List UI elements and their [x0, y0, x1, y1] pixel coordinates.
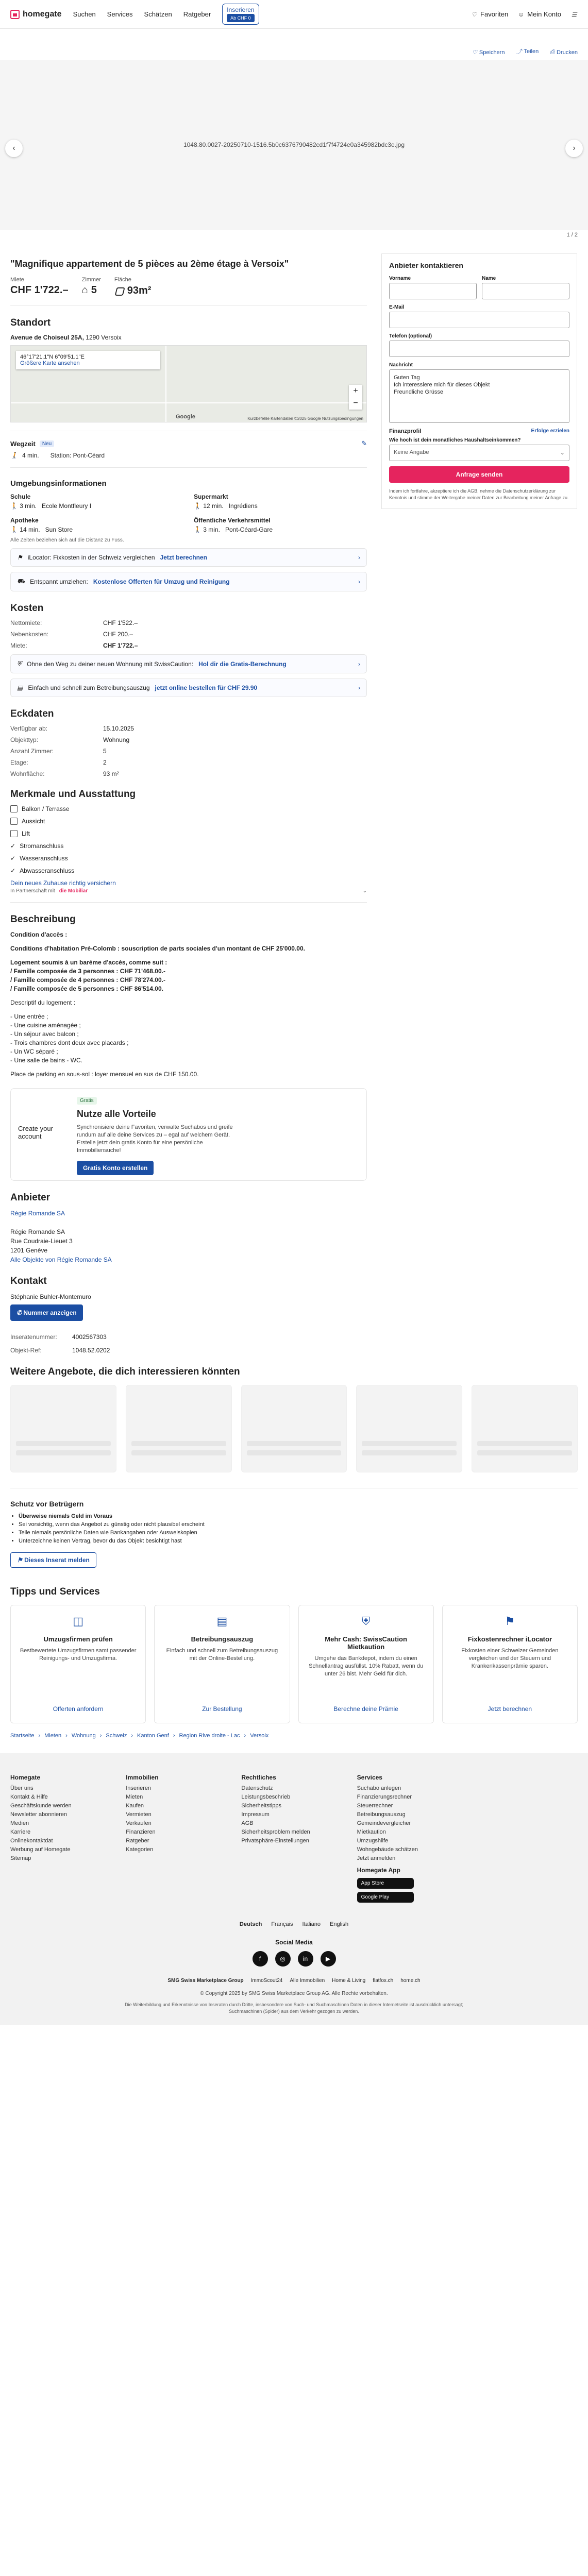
- advertiser-heading: Anbieter: [10, 1192, 51, 1203]
- nav-services[interactable]: Services: [107, 10, 133, 18]
- nav-guide[interactable]: Ratgeber: [183, 10, 211, 18]
- heart-icon: ♡: [472, 49, 477, 56]
- listing-title: "Magnifique appartement de 5 pièces au 2ème étage à Versoix": [10, 259, 289, 269]
- house-icon: [10, 10, 20, 19]
- phone-icon: ✆: [16, 1309, 24, 1316]
- offer-card-placeholder[interactable]: [356, 1385, 462, 1472]
- check-icon: ✓: [10, 855, 16, 862]
- moving-banner[interactable]: ⛟ Entspannt umziehen: Kostenlose Offerten für Umzug und Reinigung ›: [10, 572, 367, 591]
- message-textarea[interactable]: Guten Tag Ich interessiere mich für dieses Objekt Freundliche Grüsse: [389, 369, 569, 423]
- free-badge: Gratis: [77, 1097, 97, 1105]
- surroundings-note: Alle Zeiten beziehen sich auf die Distanz zu Fuss.: [10, 537, 124, 543]
- tip-link[interactable]: Jetzt berechnen: [488, 1705, 532, 1713]
- walk-icon: 🚶: [194, 502, 204, 510]
- email-input[interactable]: [389, 312, 569, 328]
- map-info-card: 46°17'21.1"N 6°09'51.1"E Größere Karte ansehen: [16, 351, 160, 369]
- advertiser-info: Régie Romande SA Régie Romande SA Rue Coudraie-Lieuet 3 1201 Genève Alle Objekte von Régie Romande SA: [10, 1210, 112, 1263]
- footer-col-legal: Rechtliches Datenschutz Leistungsbeschrieb Sicherheitstipps Impressum AGB Sicherheitsproblem melden Privatsphäre-Einstellungen: [241, 1774, 310, 1844]
- tip-card: ⚑ Fixkostenrechner iLocator Fixkosten einer Schweizer Gemeinden vergleichen und der Steuern und Krankenkassenprämie sparen. Jetzt berechnen: [442, 1605, 578, 1723]
- chevron-right-icon: ›: [358, 554, 360, 561]
- document-icon: ▤: [17, 684, 23, 691]
- more-offers-heading: Weitere Angebote, die dich interessieren könnten: [10, 1366, 240, 1377]
- shield-icon: ⛨: [361, 1615, 371, 1628]
- map-zoom-controls[interactable]: [349, 385, 362, 410]
- flag-icon: ⚑: [17, 1556, 25, 1564]
- listing-actions: [0, 29, 588, 60]
- fine-print: Die Weiterbildung und Erkenntnisse von Inseraten durch Dritte, insbesondere von Such- und Suchmaschinen Daten in dieser Internetseite ist ausdrücklich untersagt; Suchmaschinen (Spider) aus dem Verkehr gezogen zu werden.: [125, 2002, 463, 2014]
- commute: Wegzeit Neu ✎: [10, 439, 367, 448]
- poi-supermarket: Supermarkt 🚶 12 min. Ingrédiens: [194, 493, 258, 510]
- menu-button[interactable]: [570, 11, 578, 18]
- costs-table: Nettomiete: CHF 1'522.– Nebenkosten: CHF 200.– Miete: CHF 1'722.–: [10, 619, 138, 649]
- sidebar: [381, 250, 577, 1355]
- mobiliar-banner[interactable]: Dein neues Zuhause richtig versichern In Partnerschaft mit die Mobiliar ⌄: [10, 879, 367, 894]
- walk-icon: 🚶: [10, 526, 20, 533]
- tip-card: ⛨ Mehr Cash: SwissCaution Mietkaution Umgehe das Bankdepot, indem du einen Schnellantrag ausfüllst. 10% Rabatt, wenn du unter 26 bist. Mehr Geld für dich. Berechne deine Prämie: [298, 1605, 434, 1723]
- prev-image-button[interactable]: ‹: [5, 140, 23, 157]
- chevron-down-icon[interactable]: ⌄: [362, 888, 367, 894]
- view-icon: [10, 818, 18, 825]
- offer-card-placeholder[interactable]: [472, 1385, 578, 1472]
- location-map[interactable]: [10, 345, 367, 422]
- main-content: "Magnifique appartement de 5 pièces au 2ème étage à Versoix" Miete CHF 1'722.– Zimmer ⌂ 5 Fläche ▢ 93m² Standort Avenue de Choiseul 25A, 1290 Versoix 46°17'21.1"N 6°09'51.1"E Größere Karte ansehen + − Google Kurzbefehle Kartendaten ©2025 Google Nutzungsbedingungen Wegzeit Neu ✎ 🚶 4 min. Station: Pont-Céard Umgebungsinformationen Schule 🚶 3 min. Ecole Montfleury I Supermarkt 🚶 12 min. Ingrédiens Apotheke 🚶 14 min. Sun Store Öffentliche Verkehrsmittel 🚶 3 min. Pont-Céard-Gare Alle Zeiten beziehen sich auf die Distanz zu Fuss. ⚑ iLocator: Fixkosten in der Schweiz vergleichen Jetzt berechnen › ⛟ Entspannt umziehen: Kostenlose Offerten für Umzug und Reinigung › Kosten Nettomiete: CHF 1'522.– Nebenkosten: CHF 200.– Miete: CHF 1'722.– ⛨ Ohne den Weg zu deiner neuen Wohnung mit SwissCaution: Hol dir die Gratis-Berechnung › ▤ Einfach und schnell zum Betreibungsauszug jetzt online bestellen für CHF 29.90 › Eckdaten Verfügbar ab: 15.10.2025 Objekttyp: Wohnung Anzahl Zimmer: 5 Etage: 2 Wohnfläche: 93 m² Merkmale und Ausstattung Balkon / Terrasse Aussicht Lift ✓ Stromanschluss ✓ Wasseranschluss ✓ Abwasseranschluss Dein neues Zuhause richtig versichern In Partnerschaft mit die Mobiliar ⌄ Beschreibung Condition d'accès : Conditions d'habitation Pré-Colomb : souscription de parts sociales d'un montant de CHF 25'000.00. Logement soumis à un barème d'accès, comme suit : / Famille composée de 3 personnes : CHF 71'468.00.- / Famille composée de 4 personnes : CHF 78'274.00.- / Famille composée de 5 personnes : CHF 86'514.00. Descriptif du logement : - Une entrée ; - Une cuisine aménagée ; - Un séjour avec balcon ; - Trois chambres dont deux avec placards ; - Un WC séparé ; - Une salle de bains - WC. Place de parking en sous-sol : loyer mensuel en sus de CHF 150.00. Create your account Gratis Nutze alle Vorteile Synchronisiere deine Favoriten, verwalte Suchabos und greife rundum auf alle deine Services zu – egal auf welchem Gerät. Erstelle jetzt dein gratis Konto für eine persönliche Immobiliensuche! Gratis Konto erstellen Anbieter Régie Romande SA Régie Romande SA Rue Coudraie-Lieuet 3 1201 Genève Alle Objekte von Régie Romande SA Kontakt Stéphanie Buhler-Montemuro ✆ Nummer anzeigen Inseratenummer: 4002567303 Objekt-Ref: 1048.52.0202: [10, 259, 367, 1354]
- description-heading: Beschreibung: [10, 914, 76, 925]
- zoom-out-icon[interactable]: −: [353, 399, 358, 408]
- user-icon: ☺: [518, 10, 525, 18]
- phone-input[interactable]: [389, 341, 569, 357]
- zoom-in-icon[interactable]: +: [353, 386, 358, 395]
- group-links: SMG Swiss Marketplace Group ImmoScout24 Alle Immobilien Home & Living flatfox.ch home.ch: [167, 1978, 421, 1984]
- breadcrumb-item[interactable]: Mieten: [44, 1733, 62, 1739]
- poi-pharmacy: Apotheke 🚶 14 min. Sun Store: [10, 517, 73, 533]
- breadcrumb: Startseite › Mieten › Wohnung › Schweiz › Kanton Genf › Region Rive droite - Lac › Versoix: [10, 1733, 269, 1739]
- poi-school: Schule 🚶 3 min. Ecole Montfleury I: [10, 493, 92, 510]
- copyright: © Copyright 2025 by SMG Swiss Marketplace Group AG. Alle Rechte vorbehalten.: [200, 1991, 388, 1996]
- fact-rent: Miete CHF 1'722.–: [10, 277, 69, 296]
- social-icons: [10, 1951, 578, 1967]
- tips-heading: Tipps und Services: [10, 1586, 100, 1597]
- map-brand: Google: [176, 414, 195, 420]
- breadcrumb-item[interactable]: Region Rive droite - Lac: [179, 1733, 240, 1739]
- nav-search[interactable]: Suchen: [73, 10, 96, 18]
- shield-icon: ⛨: [17, 660, 22, 667]
- all-objects-link[interactable]: Alle Objekte von Régie Romande SA: [10, 1256, 112, 1263]
- save-button[interactable]: ♡ Speichern: [472, 49, 505, 56]
- tip-card: ▤ Betreibungsauszug Einfach und schnell zum Betreibungsauszug mit der Online-Bestellung. Zur Bestellung: [154, 1605, 290, 1723]
- instagram-icon[interactable]: ◎: [275, 1951, 291, 1967]
- contact-info: Stéphanie Buhler-Montemuro ✆ Nummer anzeigen Inseratenummer: 4002567303 Objekt-Ref: 1048.52.0202: [10, 1293, 110, 1354]
- feature-item: Aussicht: [10, 818, 367, 825]
- print-button[interactable]: ⎙ Drucken: [550, 49, 578, 56]
- footer-col-services: Services Suchabo anlegen Finanzierungsrechner Steuerrechner Betreibungsauszug Gemeindevergleicher Mietkaution Umzugshilfe Wohngebäude schätzen Jetzt anmelden Homegate App App Store Google Play: [357, 1774, 462, 1903]
- elevator-icon: [10, 830, 18, 837]
- next-image-button[interactable]: ›: [565, 140, 583, 157]
- share-button[interactable]: ⤴ Teilen: [516, 48, 539, 55]
- box-icon: ◫: [73, 1615, 84, 1628]
- tip-link[interactable]: Berechne deine Prämie: [333, 1705, 398, 1713]
- poi-transport: Öffentliche Verkehrsmittel 🚶 3 min. Pont-Céard-Gare: [194, 517, 273, 533]
- location-heading: Standort: [10, 317, 51, 328]
- facebook-icon[interactable]: f: [253, 1951, 268, 1967]
- balcony-icon: [10, 805, 18, 812]
- image-counter: 1 / 2: [566, 232, 578, 238]
- footer: [0, 1753, 588, 2025]
- details-table: Verfügbar ab: 15.10.2025 Objekttyp: Wohnung Anzahl Zimmer: 5 Etage: 2 Wohnfläche: 93 m²: [10, 725, 135, 777]
- features-list: [10, 805, 367, 874]
- contact-form: Anbieter kontaktieren Vorname Name E-Mail Telefon (optional) Nachricht Guten Tag Ich interessiere mich für dieses Objekt Freundliche Grüsse Finanzprofil Erfolge erzielen Wie hoch ist dein monatliches Haushaltseinkommen? Keine Angabe ⌄ Anfrage senden Indem ich fortfahre, akzeptiere ich die AGB, nehme die Datenschutzerklärung zur Kenntnis und stimme der Weitergabe meiner Daten zur Bearbeitung meiner Anfrage zu.: [381, 253, 577, 509]
- flag-icon: ⚑: [17, 554, 23, 561]
- swisscaution-banner[interactable]: ⛨ Ohne den Weg zu deiner neuen Wohnung mit SwissCaution: Hol dir die Gratis-Berechnung ›: [10, 654, 367, 673]
- chevron-down-icon: ⌄: [560, 450, 565, 456]
- account-link[interactable]: ☺ Mein Konto: [518, 10, 561, 18]
- footer-col-immobilien: Immobilien Inserieren Mieten Kaufen Vermieten Verkaufen Finanzieren Ratgeber Kategorien: [126, 1774, 159, 1853]
- breadcrumb-item[interactable]: Schweiz: [106, 1733, 127, 1739]
- heart-icon: ♡: [471, 10, 477, 18]
- features-heading: Merkmale und Ausstattung: [10, 789, 136, 800]
- details-heading: Eckdaten: [10, 708, 54, 719]
- map-footer: Kurzbefehle Kartendaten ©2025 Google Nutzungsbedingungen: [247, 416, 363, 421]
- offer-card-placeholder[interactable]: [241, 1385, 347, 1472]
- breadcrumb-item[interactable]: Versoix: [250, 1733, 269, 1739]
- check-icon: ✓: [10, 842, 16, 850]
- appstore-badge[interactable]: App Store: [357, 1878, 414, 1889]
- image-filename: 1048.80.0027-20250710-1516.5b0c6376790482cd1f7f4724e0a345982bdc3e.jpg: [183, 141, 405, 148]
- area-icon: ▢: [114, 285, 124, 297]
- surroundings-heading: Umgebungsinformationen: [10, 479, 107, 488]
- tips-cards: [10, 1605, 578, 1723]
- address: Avenue de Choiseul 25A, 1290 Versoix: [10, 334, 122, 341]
- walk-icon: 🚶: [10, 452, 18, 459]
- fraud-list: • Überweise niemals Geld im Voraus • Sei vorsichtig, wenn das Angebot zu günstig oder nicht plausibel erscheint • Teile niemals persönliche Daten wie Bankangaben oder Ausweiskopien • Unterzeichne keinen Vertrag, bevor du das Objekt besichtigt hast: [10, 1513, 578, 1544]
- flag-icon: ⚑: [505, 1615, 515, 1628]
- firstname-input[interactable]: [389, 283, 477, 299]
- tip-link[interactable]: Offerten anfordern: [53, 1705, 104, 1713]
- walk-icon: 🚶: [194, 526, 204, 533]
- fin-link[interactable]: Erfolge erzielen: [531, 428, 569, 434]
- feature-item: ✓ Wasseranschluss: [10, 855, 68, 862]
- breadcrumb-item[interactable]: Kanton Genf: [137, 1733, 169, 1739]
- edit-icon[interactable]: ✎: [361, 439, 367, 447]
- document-icon: ▤: [216, 1615, 228, 1628]
- favorites-link[interactable]: ♡ Favoriten: [471, 10, 509, 18]
- feature-item: ✓ Stromanschluss: [10, 842, 64, 850]
- betreibung-banner[interactable]: ▤ Einfach und schnell zum Betreibungsauszug jetzt online bestellen für CHF 29.90 ›: [10, 679, 367, 697]
- feature-item: Balkon / Terrasse: [10, 805, 367, 812]
- offer-card-placeholder[interactable]: [10, 1385, 116, 1472]
- description-text: Condition d'accès : Conditions d'habitation Pré-Colomb : souscription de parts sociales d'un montant de CHF 25'000.00. Logement soumis à un barème d'accès, comme suit : / Famille composée de 3 personnes : CHF 71'468.00.- / Famille composée de 4 personnes : CHF 78'274.00.- / Famille composée de 5 personnes : CHF 86'514.00. Descriptif du logement : - Une entrée ; - Une cuisine aménagée ; - Un séjour avec balcon ; - Trois chambres dont deux avec placards ; - Un WC séparé ; - Une salle de bains - WC. Place de parking en sous-sol : loyer mensuel en sus de CHF 150.00.: [10, 931, 305, 1078]
- lastname-input[interactable]: [482, 283, 569, 299]
- offer-card-placeholder[interactable]: [126, 1385, 232, 1472]
- advertiser-name-link[interactable]: Régie Romande SA: [10, 1210, 65, 1217]
- more-offers: [10, 1385, 578, 1472]
- youtube-icon[interactable]: ▶: [321, 1951, 336, 1967]
- chevron-right-icon: ›: [358, 684, 360, 691]
- form-disclaimer: Indem ich fortfahre, akzeptiere ich die AGB, nehme die Datenschutzerklärung zur Kenntnis und stimme der Weitergabe meiner Daten zur Bearbeitung meiner Anfrage zu.: [389, 488, 569, 500]
- footer-col-homegate: Homegate Über uns Kontakt & Hilfe Geschäftskunde werden Newsletter abonnieren Medien Karriere Onlinekontaktdat Werbung auf Homegate Sitemap: [10, 1774, 72, 1861]
- show-number-button[interactable]: ✆ Nummer anzeigen: [10, 1304, 83, 1321]
- truck-icon: ⛟: [17, 578, 25, 585]
- post-ad-button[interactable]: Inserieren Ab CHF 0: [222, 4, 259, 25]
- breadcrumb-item[interactable]: Startseite: [10, 1733, 35, 1739]
- income-select[interactable]: Keine Angabe ⌄: [389, 445, 569, 461]
- larger-map-link[interactable]: Größere Karte ansehen: [20, 360, 80, 366]
- brand-logo[interactable]: homegate: [10, 10, 62, 19]
- create-account-button[interactable]: Gratis Konto erstellen: [77, 1161, 154, 1175]
- printer-icon: ⎙: [550, 49, 555, 55]
- fraud-heading: Schutz vor Betrügern: [10, 1500, 84, 1508]
- share-icon: ⤴: [516, 49, 522, 55]
- key-facts: [10, 277, 367, 297]
- walk-icon: 🚶: [10, 502, 20, 510]
- surroundings-list: [10, 493, 367, 533]
- image-gallery[interactable]: [0, 60, 588, 230]
- feature-item: ✓ Abwasseranschluss: [10, 867, 75, 874]
- fact-area: Fläche ▢ 93m²: [114, 277, 152, 297]
- linkedin-icon[interactable]: in: [298, 1951, 313, 1967]
- top-nav: [0, 0, 588, 29]
- tip-link[interactable]: Zur Bestellung: [202, 1705, 242, 1713]
- ilocator-banner[interactable]: ⚑ iLocator: Fixkosten in der Schweiz vergleichen Jetzt berechnen ›: [10, 548, 367, 567]
- breadcrumb-item[interactable]: Wohnung: [71, 1733, 96, 1739]
- hamburger-icon: ☰: [571, 10, 577, 18]
- tip-card: ◫ Umzugsfirmen prüfen Bestbewertete Umzugsfirmen samt passender Reinigungs- und Umzugsfirma. Offerten anfordern: [10, 1605, 146, 1723]
- contact-heading: Kontakt: [10, 1276, 47, 1286]
- chevron-right-icon: ›: [358, 578, 360, 585]
- googleplay-badge[interactable]: Google Play: [357, 1892, 414, 1903]
- feature-item: Lift: [10, 830, 367, 837]
- nav-estimate[interactable]: Schätzen: [144, 10, 172, 18]
- report-listing-button[interactable]: ⚑ Dieses Inserat melden: [10, 1552, 96, 1568]
- fact-rooms: Zimmer ⌂ 5: [81, 277, 101, 296]
- new-badge: Neu: [40, 440, 54, 447]
- costs-heading: Kosten: [10, 603, 44, 614]
- check-icon: ✓: [10, 867, 16, 874]
- language-switcher: Deutsch Français Italiano English: [239, 1921, 349, 1927]
- account-promo: Create your account Gratis Nutze alle Vorteile Synchronisiere deine Favoriten, verwalte Suchabos und greife rundum auf alle deine Services zu – egal auf welchem Gerät. Erstelle jetzt dein gratis Konto für eine persönliche Immobiliensuche! Gratis Konto erstellen: [10, 1088, 367, 1181]
- rooms-icon: ⌂: [81, 284, 88, 296]
- social-heading: Social Media: [275, 1939, 313, 1946]
- submit-request-button[interactable]: Anfrage senden: [389, 466, 569, 483]
- chevron-right-icon: ›: [358, 660, 360, 668]
